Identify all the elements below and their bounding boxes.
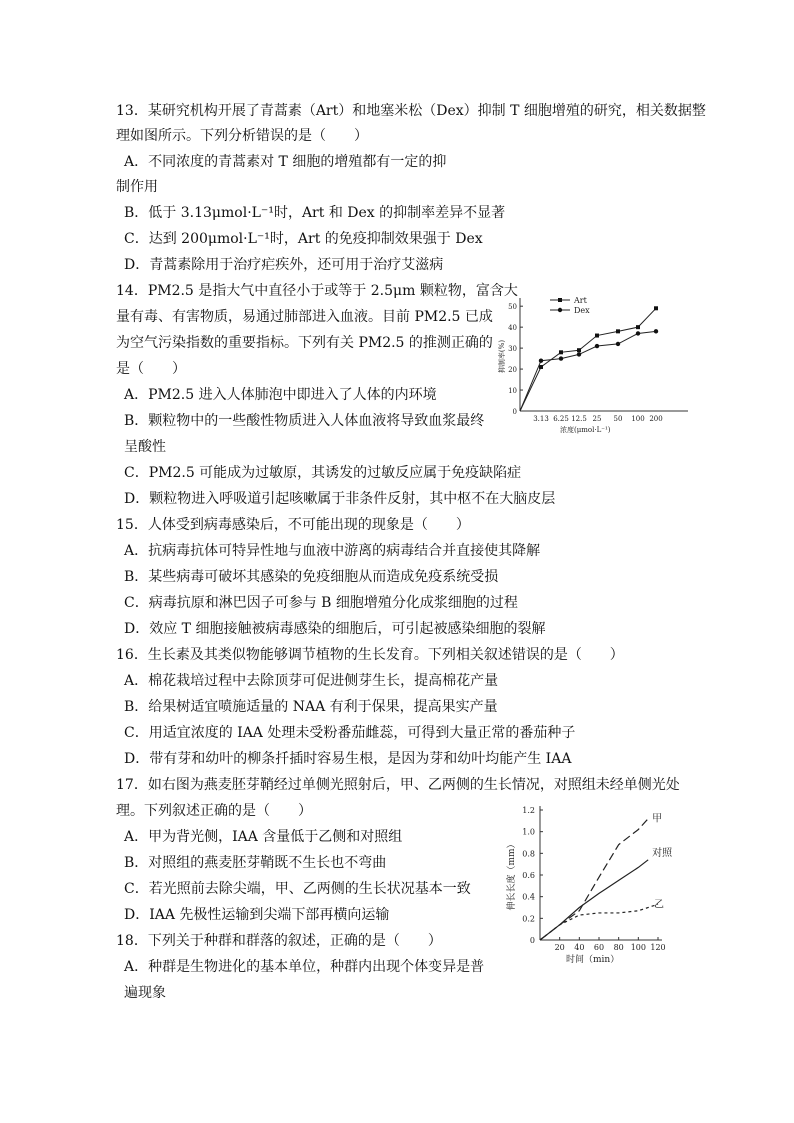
y-tick-label: 0.4 (522, 892, 535, 902)
q16-option-d: D．带有芽和幼叶的柳条扦插时容易生根，是因为芽和幼叶均能产生 IAA (124, 751, 572, 767)
x-tick-label: 6.25 (553, 415, 569, 423)
x-tick-label: 100 (630, 943, 646, 952)
q13-stem-line2: 理如图所示。下列分析错误的是（ ） (116, 128, 368, 144)
q18-option-a-cont: 遍现象 (124, 985, 166, 1001)
x-tick-label: 80 (613, 943, 624, 952)
data-point-art (595, 334, 599, 338)
q14-stem-line1: 14．PM2.5 是指大气中直径小于或等于 2.5μm 颗粒物，富含大 (116, 283, 518, 299)
y-tick-label: 0.6 (522, 871, 535, 880)
data-point-art (636, 325, 640, 329)
data-point-art (539, 365, 543, 369)
elongation-chart (500, 800, 700, 970)
x-tick-label: 3.13 (533, 415, 549, 423)
x-axis-label: 浓度(μmol·L⁻¹) (560, 426, 611, 434)
inhibition-rate-chart (494, 288, 694, 438)
q15-option-a: A．抗病毒抗体可特异性地与血液中游离的病毒结合并直接使其降解 (124, 543, 541, 559)
x-tick-label: 100 (631, 415, 645, 423)
q13-option-b: B．低于 3.13μmol·L⁻¹时，Art 和 Dex 的抑制率差异不显著 (124, 205, 506, 221)
y-tick-label: 0 (529, 936, 535, 945)
q14-stem-line2: 量有毒、有害物质，易通过肺部进入血液。目前 PM2.5 已成 (116, 309, 493, 325)
x-tick-label: 200 (649, 415, 663, 423)
series-line-jia (540, 819, 648, 940)
y-tick-label: 1.0 (522, 827, 535, 837)
q17-option-a: A．甲为背光侧，IAA 含量低于乙侧和对照组 (124, 829, 403, 845)
q14-option-b-cont: 呈酸性 (124, 439, 166, 455)
y-axis-label: 抑制率(%) (498, 339, 506, 374)
q14-option-c: C．PM2.5 可能成为过敏原，其诱发的过敏反应属于免疫缺陷症 (124, 465, 522, 481)
data-point-art (577, 348, 581, 352)
q16-option-c: C．用适宜浓度的 IAA 处理未受粉番茄雌蕊，可得到大量正常的番茄种子 (124, 725, 576, 741)
x-tick-label: 12.5 (571, 415, 587, 423)
q16-option-a: A．棉花栽培过程中去除顶芽可促进侧芽生长，提高棉花产量 (124, 673, 499, 689)
x-tick-label: 50 (613, 415, 623, 423)
data-point-dex (636, 331, 640, 335)
q17-option-c: C．若光照前去除尖端，甲、乙两侧的生长状况基本一致 (124, 881, 471, 897)
y-tick-label: 40 (508, 324, 517, 333)
legend-label-art: Art (574, 296, 587, 305)
q15-option-d: D．效应 T 细胞接触被病毒感染的细胞后，可引起被感染细胞的裂解 (124, 621, 546, 637)
legend-label-dex: Dex (574, 306, 590, 315)
data-point-dex (616, 342, 620, 346)
x-tick-label: 120 (650, 943, 666, 952)
y-tick-label: 50 (508, 303, 517, 312)
y-tick-label: 30 (508, 345, 517, 354)
q13-option-d: D．青蒿素除用于治疗疟疾外，还可用于治疗艾滋病 (124, 257, 444, 273)
x-tick-label: 25 (592, 415, 602, 423)
series-label-jia: 甲 (652, 813, 663, 825)
data-point-art (559, 350, 563, 354)
q16-option-b: B．给果树适宜喷施适量的 NAA 有利于保果，提高果实产量 (124, 699, 498, 715)
q17-stem-line2: 理。下列叙述正确的是（ ） (116, 803, 312, 819)
data-point-dex (539, 358, 543, 362)
x-tick-label: 60 (593, 943, 605, 952)
q14-option-b: B．颗粒物中的一些酸性物质进入人体血液将导致血浆最终 (124, 413, 485, 429)
series-label-yi: 乙 (654, 899, 664, 911)
q16-stem: 16．生长素及其类似物能够调节植物的生长发育。下列相关叙述错误的是（ ） (116, 647, 624, 663)
x-tick-label: 20 (554, 943, 565, 952)
y-tick-label: 0.2 (522, 914, 535, 924)
y-axis-label: 伸长长度（mm） (507, 839, 517, 911)
series-line-yi (540, 904, 658, 940)
q15-stem: 15．人体受到病毒感染后，不可能出现的现象是（ ） (116, 517, 470, 533)
data-point-dex (595, 344, 599, 348)
q13-stem-line1: 13．某研究机构开展了青蒿素（Art）和地塞米松（Dex）抑制 T 细胞增殖的研究，相关数据整 (116, 103, 706, 119)
x-axis-label: 时间（min） (566, 955, 620, 965)
q17-option-d: D．IAA 先极性运输到尖端下部再横向运输 (124, 907, 390, 923)
data-point-dex (654, 329, 658, 333)
q14-option-d: D．颗粒物进入呼吸道引起咳嗽属于非条件反射，其中枢不在大脑皮层 (124, 491, 556, 507)
y-tick-label: 10 (508, 387, 517, 396)
x-tick-label: 40 (574, 943, 585, 952)
data-point-art (616, 329, 620, 333)
q15-option-b: B．某些病毒可破坏其感染的免疫细胞从而造成免疫系统受损 (124, 569, 499, 585)
data-point-dex (559, 356, 563, 360)
q17-stem-line1: 17．如右图为燕麦胚芽鞘经过单侧光照射后，甲、乙两侧的生长情况，对照组未经单侧光处 (116, 777, 680, 793)
q14-stem-line4: 是（ ） (116, 361, 186, 377)
q18-option-a: A．种群是生物进化的基本单位，种群内出现个体变异是普 (124, 959, 485, 975)
legend-marker-dex (558, 308, 562, 312)
y-tick-label: 0 (512, 408, 517, 416)
data-point-dex (577, 352, 581, 356)
q14-stem-line3: 为空气污染指数的重要指标。下列有关 PM2.5 的推测正确的 (116, 335, 493, 351)
q15-option-c: C．病毒抗原和淋巴因子可参与 B 细胞增殖分化成浆细胞的过程 (124, 595, 518, 611)
q13-option-a: A．不同浓度的青蒿素对 T 细胞的增殖都有一定的抑 (124, 154, 447, 170)
legend-marker-art (558, 298, 562, 302)
q13-option-a-cont: 制作用 (116, 179, 158, 195)
series-label-control: 对照 (652, 847, 673, 859)
q18-stem: 18．下列关于种群和群落的叙述，正确的是（ ） (116, 933, 442, 949)
q17-option-b: B．对照组的燕麦胚芽鞘既不生长也不弯曲 (124, 855, 387, 871)
q14-option-a: A．PM2.5 进入人体肺泡中即进入了人体的内环境 (124, 387, 437, 403)
data-point-art (654, 306, 658, 310)
y-tick-label: 0.8 (522, 849, 535, 859)
q13-option-c: C．达到 200μmol·L⁻¹时，Art 的免疫抑制效果强于 Dex (124, 231, 483, 247)
y-tick-label: 20 (508, 366, 517, 375)
y-tick-label: 1.2 (522, 806, 535, 815)
